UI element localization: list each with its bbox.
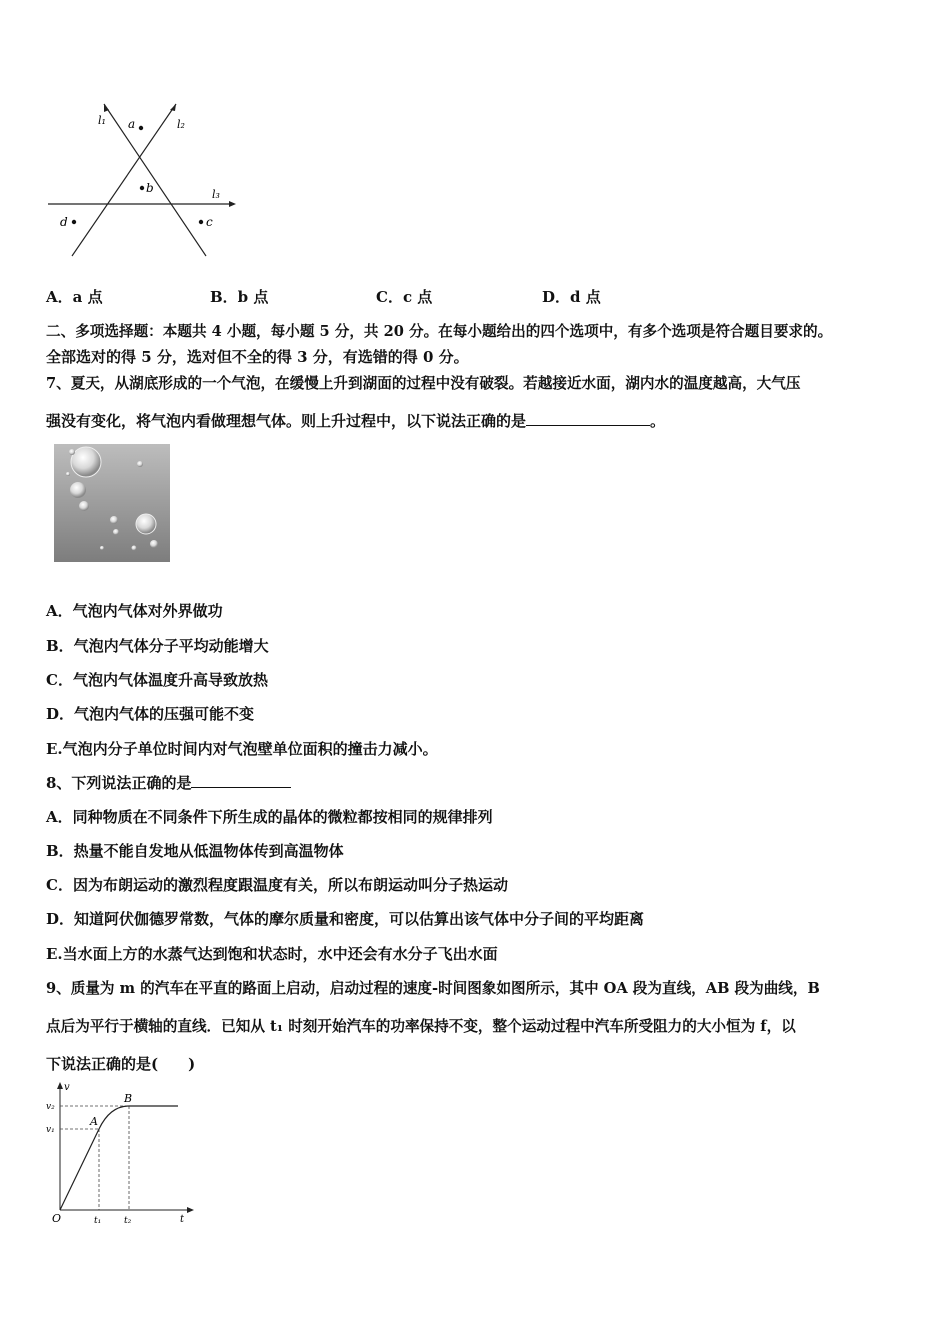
graph-point-b: B — [124, 1092, 133, 1105]
q7-stem-line2 — [46, 410, 665, 431]
q6-option-d[interactable]: D．d 点 — [542, 288, 601, 306]
graph-v1: v₁ — [46, 1125, 55, 1135]
q6-option-a[interactable]: A．a 点 — [46, 288, 103, 306]
q8-stem-text: 8、下列说法正确的是 — [46, 774, 192, 792]
graph-axis-v: v — [64, 1082, 70, 1093]
q7-option-a[interactable]: A．气泡内气体对外界做功 — [46, 602, 223, 620]
graph-t2: t₂ — [124, 1216, 132, 1226]
point-c — [199, 220, 203, 224]
q7-answer-blank[interactable] — [526, 411, 650, 426]
q7-option-b[interactable]: B．气泡内气体分子平均动能增大 — [46, 637, 269, 655]
line-l1 — [104, 104, 206, 256]
graph-point-a: A — [90, 1115, 98, 1128]
q6-option-b[interactable]: B．b 点 — [210, 288, 269, 306]
q7-option-c[interactable]: C．气泡内气体温度升高导致放热 — [46, 671, 268, 689]
q8-option-e[interactable]: E.当水面上方的水蒸气达到饱和状态时，水中还会有水分子飞出水面 — [46, 945, 498, 963]
graph-v2: v₂ — [46, 1102, 55, 1112]
label-a: a — [128, 117, 136, 131]
q7-option-e[interactable]: E.气泡内分子单位时间内对气泡壁单位面积的撞击力减小。 — [46, 740, 438, 758]
q7-stem-line1: 7、夏天，从湖底形成的一个气泡，在缓慢上升到湖面的过程中没有破裂。若越接近水面，湖内水的温度越高，大气压 — [46, 375, 801, 392]
q8-option-a[interactable]: A．同种物质在不同条件下所生成的晶体的微粒都按相同的规律排列 — [46, 808, 493, 826]
q8-stem — [46, 772, 291, 793]
label-d: d — [60, 215, 68, 229]
line-l2 — [72, 104, 176, 256]
bubbles-drawing — [54, 444, 170, 562]
point-b — [140, 186, 144, 190]
point-d — [72, 220, 76, 224]
velocity-curve — [60, 1106, 178, 1210]
q9-stem-line3: 下说法正确的是( ) — [46, 1055, 196, 1073]
section2-line2: 全部选对的得 5 分，选对但不全的得 3 分，有选错的得 0 分。 — [46, 348, 469, 366]
section2-line1: 二、多项选择题：本题共 4 小题，每小题 5 分，共 20 分。在每小题给出的四个选项中，有多个选项是符合题目要求的。 — [46, 323, 833, 340]
graph-axis-t: t — [180, 1214, 185, 1225]
lines-figure — [44, 98, 244, 262]
graph-t1: t₁ — [94, 1216, 102, 1226]
graph-origin: O — [52, 1212, 62, 1225]
q8-answer-blank[interactable] — [191, 773, 291, 788]
q6-option-c[interactable]: C．c 点 — [376, 288, 433, 306]
q7-stem-end: 。 — [650, 412, 666, 430]
q8-option-c[interactable]: C．因为布朗运动的激烈程度跟温度有关，所以布朗运动叫分子热运动 — [46, 876, 508, 894]
label-l2: l₂ — [177, 118, 185, 131]
q7-option-d[interactable]: D．气泡内气体的压强可能不变 — [46, 705, 255, 723]
q8-option-d[interactable]: D．知道阿伏伽德罗常数，气体的摩尔质量和密度，可以估算出该气体中分子间的平均距离 — [46, 910, 645, 928]
label-c: c — [206, 215, 213, 229]
q8-option-b[interactable]: B．热量不能自发地从低温物体传到高温物体 — [46, 842, 344, 860]
q7-stem-text: 强没有变化，将气泡内看做理想气体。则上升过程中，以下说法正确的是 — [46, 412, 527, 430]
label-b: b — [146, 181, 154, 195]
vt-graph — [40, 1080, 200, 1226]
point-a — [139, 126, 143, 130]
label-l3: l₃ — [212, 188, 220, 201]
q9-stem-line2: 点后为平行于横轴的直线．已知从 t₁ 时刻开始汽车的功率保持不变，整个运动过程中汽车所受阻力的大小恒为 f，以 — [46, 1018, 796, 1035]
q9-stem-line1: 9、质量为 m 的汽车在平直的路面上启动，启动过程的速度-时间图象如图所示，其中 OA 段为直线，AB 段为曲线，B — [46, 980, 820, 997]
bubbles-image — [54, 444, 170, 562]
label-l1: l₁ — [98, 114, 106, 127]
